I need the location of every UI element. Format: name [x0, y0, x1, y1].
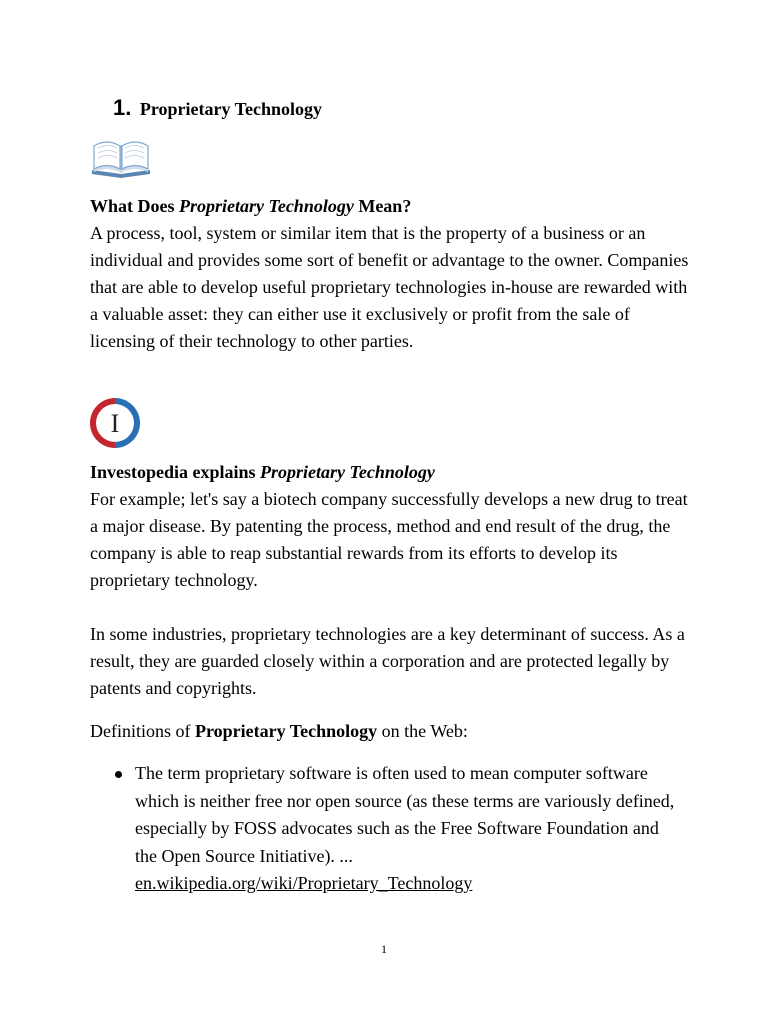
bullet-dot-icon	[115, 771, 122, 778]
heading-title: Proprietary Technology	[139, 99, 323, 119]
section2-heading: Investopedia explains Proprietary Technology	[90, 462, 435, 482]
section1-heading: What Does Proprietary Technology Mean?	[90, 196, 412, 216]
section-what-does-it-mean	[90, 193, 690, 355]
section2-paragraph-1: For example; let's say a biotech company successfully develops a new drug to treat a major disease. By patenting the process, method and end result of the drug, the company is able to reap substantial rewards from its efforts to develop its proprietary technology.	[90, 489, 688, 590]
definition-text: The term proprietary software is often used to mean computer software which is neither free nor open source (as these terms are variously defined, especially by FOSS advocates such as the Free Software Foundation and the Open Source Initiative). ...	[135, 763, 675, 866]
page-number: 1	[381, 942, 387, 956]
list-item	[90, 760, 680, 898]
definitions-list	[90, 760, 680, 898]
section-investopedia-explains	[90, 459, 690, 702]
heading-number: 1.	[113, 95, 132, 120]
page-title	[113, 94, 322, 123]
investopedia-logo-icon	[89, 397, 141, 449]
wikipedia-link[interactable]: en.wikipedia.org/wiki/Proprietary_Technology	[135, 873, 473, 893]
logo-letter: I	[110, 409, 120, 438]
section2-paragraph-2: In some industries, proprietary technologies are a key determinant of success. As a result, they are guarded closely within a corporation and are protected legally by patents and copyrights.	[90, 624, 685, 698]
definitions-heading: Definitions of Proprietary Technology on the Web:	[90, 721, 468, 741]
open-book-icon	[88, 134, 154, 180]
section1-body: A process, tool, system or similar item that is the property of a business or an individual and provides some sort of benefit or advantage to the owner. Companies that are able to develop useful proprietary technologies in-house are rewarded with a valuable asset: they can either use it exclusively or profit from the sale of licensing of their technology to other parties.	[90, 223, 689, 351]
